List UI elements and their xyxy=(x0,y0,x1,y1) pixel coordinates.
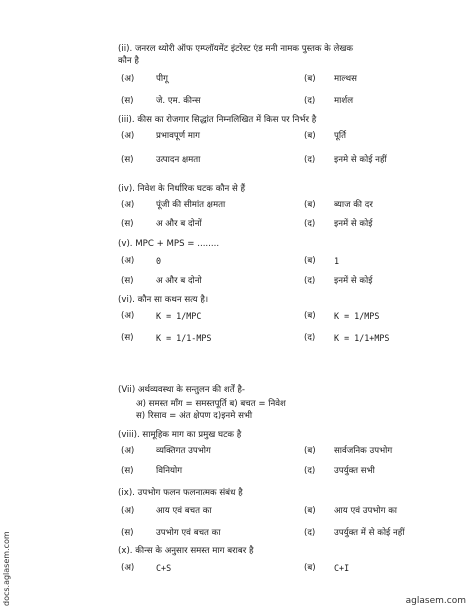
option-key: (अ) xyxy=(121,74,135,84)
option-text: सार्वजनिक उपभोग xyxy=(334,446,393,456)
option-key: (अ) xyxy=(121,311,135,321)
option-key: (ब) xyxy=(304,563,316,573)
option-key: (अ) xyxy=(121,200,135,210)
option-key: (अ) xyxy=(121,131,135,141)
watermark-text: docs.aglasem.com xyxy=(2,531,11,606)
option-key: (अ) xyxy=(121,506,135,516)
option-text: इनमें से कोई xyxy=(334,219,373,229)
option-key: (द) xyxy=(304,333,316,343)
question-text: (Vii) अर्थव्यवस्था के सन्तुलन की शर्तें है- xyxy=(118,385,245,395)
option-key: (स) xyxy=(121,155,134,165)
option-text: अ और ब दोनो xyxy=(156,276,202,286)
question-text: (ix). उपभोग फलन फलनात्मक संबंध है xyxy=(118,488,243,498)
option-text: आय एवं बचत का xyxy=(156,506,212,516)
option-key: (ब) xyxy=(304,131,316,141)
option-key: (स) xyxy=(121,96,134,106)
option-text: ब्याज की दर xyxy=(334,200,373,210)
question-text: कौन है xyxy=(118,56,139,66)
option-text: पूर्ति xyxy=(334,131,347,141)
option-key: (द) xyxy=(304,219,316,229)
option-text: अ और ब दोनों xyxy=(156,219,202,229)
option-text: माल्थस xyxy=(334,74,357,84)
option-key: (द) xyxy=(304,466,316,476)
option-text: 1 xyxy=(334,256,340,266)
option-text: व्यक्तिगत उपभोग xyxy=(156,446,211,456)
question-text: (iv). निवेश के निर्धारिक घटक कौन से हैं xyxy=(118,184,246,194)
option-text: पूंजी की सीमांत क्षमता xyxy=(156,200,226,210)
option-key: (स) xyxy=(121,333,134,343)
option-key: (ब) xyxy=(304,446,316,456)
option-text: C+S xyxy=(156,563,172,573)
option-text: जे. एम. कीन्स xyxy=(156,96,201,106)
option-key: (द) xyxy=(304,528,316,538)
option-text: उपर्युक्त सभी xyxy=(334,466,375,476)
option-text: उपर्युक्त में से कोई नहीं xyxy=(334,528,405,538)
inline-options: अ) समस्त माँग = समस्तपूर्ति ब) बचत = निवेश xyxy=(136,399,286,409)
option-text: उत्पादन क्षमता xyxy=(156,155,201,165)
option-text: विनियोग xyxy=(156,466,183,476)
option-key: (स) xyxy=(121,466,134,476)
option-key: (ब) xyxy=(304,74,316,84)
option-key: (स) xyxy=(121,528,134,538)
option-text: आय एवं उपभोग का xyxy=(334,506,398,516)
option-key: (अ) xyxy=(121,256,135,266)
option-key: (अ) xyxy=(121,563,135,573)
question-text: (iii). कीस का रोजगार सिद्धांत निम्नलिखित में किस पर निर्भर है xyxy=(118,115,317,125)
option-key: (ब) xyxy=(304,200,316,210)
option-key: (द) xyxy=(304,155,316,165)
option-text: इनमे से कोई नहीं xyxy=(334,155,387,165)
option-text: उपभोग एवं बचत का xyxy=(156,528,221,538)
option-key: (अ) xyxy=(121,446,135,456)
question-text: (ii). जनरल थ्योरी ऑफ एम्प्लॉयमेंट इंटरेस्ट एंड मनी नामक पुस्तक के लेखक xyxy=(118,44,353,54)
side-watermark xyxy=(2,520,16,606)
option-key: (स) xyxy=(121,219,134,229)
question-text: (vi). कौन सा कथन सत्य है। xyxy=(118,295,209,305)
option-text: K = 1/1+MPS xyxy=(334,333,390,343)
option-key: (ब) xyxy=(304,311,316,321)
brand-footer: aglasem.com xyxy=(405,596,466,606)
option-key: (द) xyxy=(304,96,316,106)
option-key: (स) xyxy=(121,276,134,286)
option-key: (द) xyxy=(304,276,316,286)
option-text: इनमें से कोई xyxy=(334,276,373,286)
option-key: (ब) xyxy=(304,256,316,266)
option-text: 0 xyxy=(156,256,162,266)
inline-options: स) रिसाव = अंत क्षेपण द)इनमे सभी xyxy=(136,411,253,421)
option-text: पीगू xyxy=(156,74,168,84)
option-text: प्रभावपूर्ण माग xyxy=(156,131,200,141)
option-text: K = 1/MPC xyxy=(156,311,202,321)
option-key: (ब) xyxy=(304,506,316,516)
option-text: C+I xyxy=(334,563,350,573)
option-text: K = 1/MPS xyxy=(334,311,380,321)
question-text: (viii). सामूहिक माग का प्रमुख घटक है xyxy=(118,430,242,440)
question-text: (x). कीन्स के अनुसार समस्त माग बराबर है xyxy=(118,546,254,556)
option-text: मार्शल xyxy=(334,96,354,106)
option-text: K = 1/1-MPS xyxy=(156,333,212,343)
question-text: (v). MPC + MPS = ........ xyxy=(118,239,220,249)
